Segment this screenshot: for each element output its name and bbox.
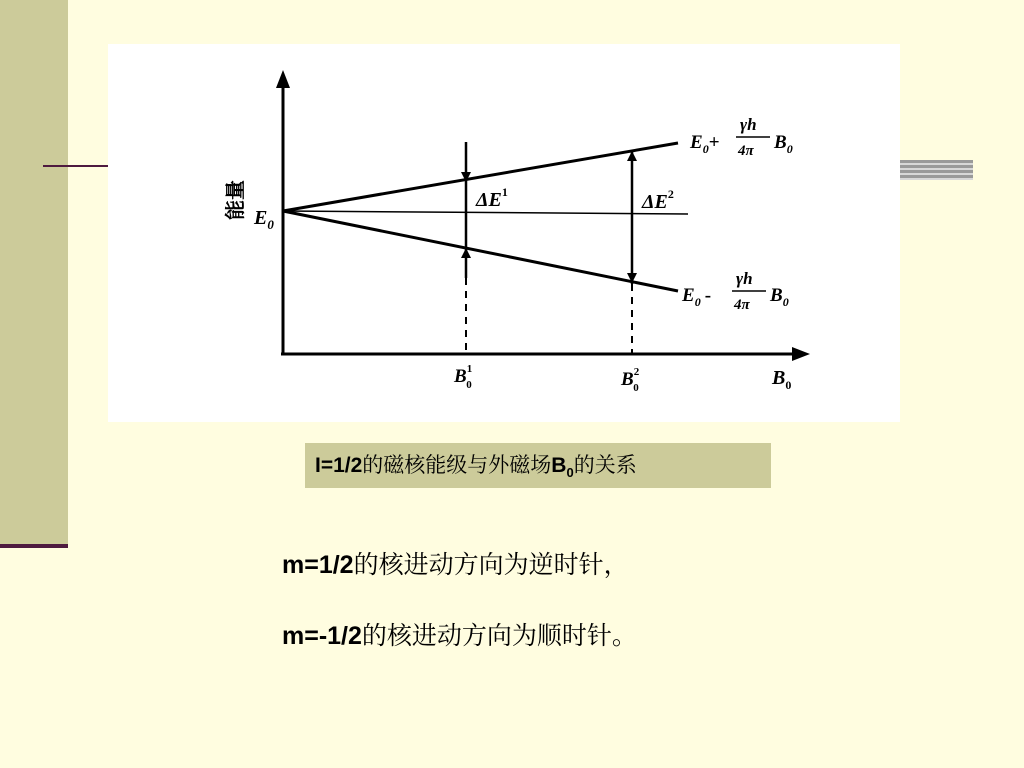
m-negative-value: m=-1/2 — [282, 622, 362, 650]
upper-line-label — [689, 115, 793, 159]
right-decorative-stripes — [900, 160, 973, 180]
energy-level-svg — [108, 44, 900, 422]
svg-text:γh: γh — [740, 115, 757, 134]
b02-label: $B^2$ 0 — [621, 366, 640, 394]
top-accent-rule — [43, 165, 109, 167]
m-negative-text: 的核进动方向为顺时针。 — [361, 622, 637, 650]
delta-e2-label: $\Delta E^2$ — [642, 187, 674, 213]
svg-text:E0-: $E_0$ - — [682, 285, 712, 309]
caption-spin-value: I=1/2 — [315, 454, 363, 477]
energy-level-diagram — [108, 44, 900, 422]
precession-line-positive — [282, 545, 629, 581]
left-sidebar-band — [0, 0, 68, 544]
figure-caption — [305, 443, 771, 488]
svg-text:γh: γh — [736, 269, 753, 288]
y-axis-arrowhead — [276, 70, 290, 88]
caption-field-subscript: 0 — [566, 465, 574, 481]
precession-line-negative — [282, 616, 637, 652]
x-axis-arrowhead — [792, 347, 810, 361]
svg-text:B0: $B_0$ — [770, 285, 789, 309]
x-axis-label: $B_0$ — [772, 367, 792, 392]
m-positive-text: 的核进动方向为逆时针， — [353, 551, 629, 579]
svg-text:4π: 4π — [734, 297, 750, 313]
svg-text:4π: 4π — [738, 143, 754, 159]
left-accent-rule — [0, 544, 68, 548]
caption-suffix: 的关系 — [573, 454, 637, 477]
lower-energy-line — [283, 211, 678, 291]
caption-text: 的磁核能级与外磁场 — [362, 454, 552, 477]
e0-label: $E_0$ — [254, 207, 274, 232]
lower-line-label — [681, 269, 789, 313]
y-axis-label: 能量 — [223, 180, 247, 220]
caption-field-symbol: B — [551, 454, 567, 477]
e0-reference-line — [283, 211, 688, 214]
b01-label: $B^1$ 0 — [454, 363, 473, 391]
svg-text:B0: $B_0$ — [774, 132, 793, 156]
m-positive-value: m=1/2 — [282, 551, 354, 579]
svg-text:E0+: $E_0+$ — [690, 132, 720, 156]
delta-e1-label: $\Delta E^1$ — [476, 185, 508, 211]
